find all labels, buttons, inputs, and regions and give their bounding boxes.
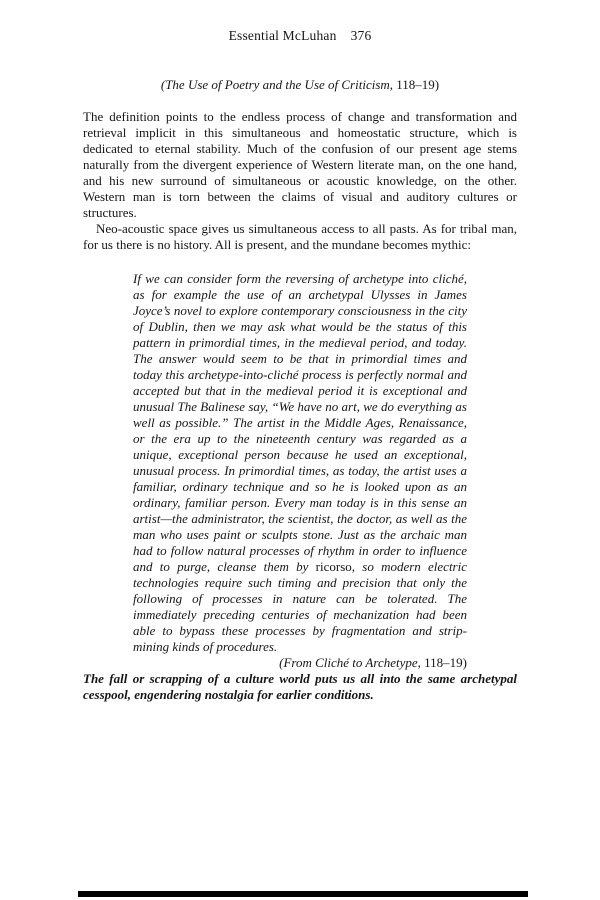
closing-paragraph: The fall or scrapping of a culture world puts us all into the same archetypal cesspool, engendering nostalgia for earlier conditions. <box>83 671 517 702</box>
citation-title-italic: (The Use of Poetry and the Use of Criticism <box>160 77 390 92</box>
citation-pages: , 118–19) <box>389 77 440 92</box>
page-body <box>83 109 517 703</box>
running-head <box>0 28 600 44</box>
book-title: Essential McLuhan <box>228 28 337 43</box>
paragraph-definition: The definition points to the endless process of change and transformation and retrieval implicit in this simultaneous and homeostatic structure, which is dedicated to eternal stability. Much of the confusion of our present age stems naturally from the divergent experience of Western literate man, on the one hand, and his new surround of simultaneous or acoustic knowledge, on the other. Western man is torn between the claims of visual and auditory cultures or structures. <box>83 109 517 220</box>
attribution-pages: , 118–19) <box>417 655 467 670</box>
quote-attribution <box>133 655 467 671</box>
quote-text-part1: If we can consider form the reversing of archetype into cliché, as for example the use of an archetypal Ulysses in James Joyce’s novel to explore contemporary consciousness in the city of Dublin, then we may ask what would be the status of this pattern in primordial times, in the medieval period, and today. The answer would seem to be that in primordial times and today this archetype-into-cliché process is perfectly normal and accepted but that in the medieval period it is exceptional and unusual The Balinese say, “We have no art, we do everything as well as possible.” The artist in the Middle Ages, Renaissance, or the era up to the nineteenth century was regarded as a unique, exceptional person because he used an exceptional, unusual process. In primordial times, as today, the artist uses a familiar, ordinary technique and so he is looked upon as an ordinary, familiar person. Every man today is in this sense an artist—the administrator, the scientist, the doctor, as well as the man who uses paint or sculpts stone. Just as the archaic man had to follow natural processes of rhythm in order to influence and to purge, cleanse them by <box>133 271 467 574</box>
source-citation-top <box>83 77 517 93</box>
paragraph-neo-acoustic: Neo-acoustic space gives us simultaneous access to all pasts. As for tribal man, for us there is no history. All is present, and the mundane becomes mythic: <box>83 221 517 252</box>
footer-rule <box>78 891 528 897</box>
quote-roman-word: ricorso <box>315 559 352 574</box>
block-quote <box>133 271 467 655</box>
page-number: 376 <box>350 28 372 43</box>
attribution-title-italic: (From Cliché to Archetype <box>279 655 418 670</box>
quote-text-part2: , so modern electric technologies require such timing and precision that only the following of processes in nature can be tolerated. The immediately preceding centuries of mechanization had been able to bypass these processes by fragmentation and strip-mining kinds of procedures. <box>133 559 467 654</box>
